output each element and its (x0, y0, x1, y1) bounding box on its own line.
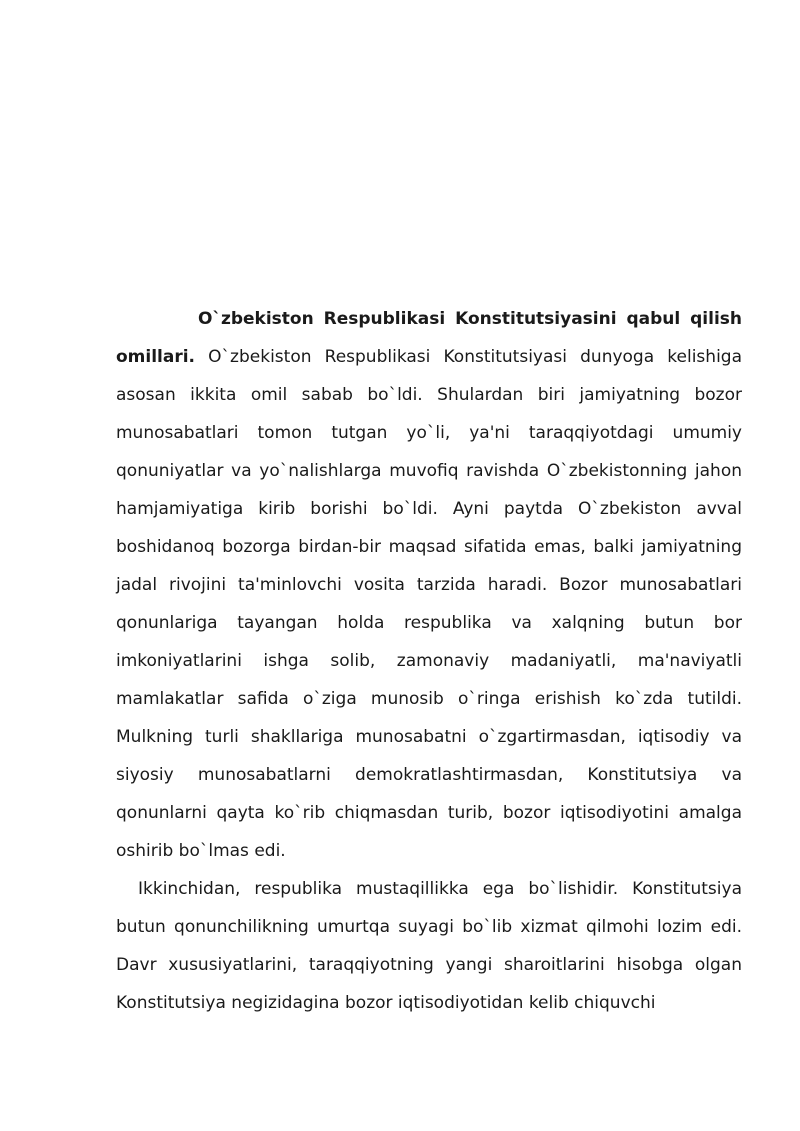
paragraph-1-heading: O`zbekiston Respublikasi Konstitutsiyasini qabul qilish omillari. (116, 309, 742, 367)
paragraph-2 (116, 870, 742, 1022)
paragraph-2-body: Ikkinchidan, respublika mustaqillikka ega bo`lishidir. Konstitutsiya butun qonunchilikning umurtqa suyagi bo`lib xizmat qilmohi lozim edi. Davr xususiyatlarini, taraqqiyotning yangi sharoitlarini hisobga olgan Konstitutsiya negizidagina bozor iqtisodiyotidan kelib chiquvchi (116, 879, 742, 1013)
paragraph-1 (116, 300, 742, 870)
paragraph-1-body: O`zbekiston Respublikasi Konstitutsiyasi dunyoga kelishiga asosan ikkita omil sabab bo`ldi. Shulardan biri jamiyatning bozor munosabatlari tomon tutgan yo`li, ya'ni taraqqiyotdagi umumiy qonuniyatlar va yo`nalishlarga muvofiq ravishda O`zbekistonning jahon hamjamiyatiga kirib borishi bo`ldi. Ayni paytda O`zbekiston avval boshidanoq bozorga birdan-bir maqsad sifatida emas, balki jamiyatning jadal rivojini ta'minlovchi vosita tarzida haradi. Bozor munosabatlari qonunlariga tayangan holda respublika va xalqning butun bor imkoniyatlarini ishga solib, zamonaviy madaniyatli, ma'naviyatli mamlakatlar safida o`ziga munosib o`ringa erishish ko`zda tutildi. Mulkning turli shakllariga munosabatni o`zgartirmasdan, iqtisodiy va siyosiy munosabatlarni demokratlashtirmasdan, Konstitutsiya va qonunlarni qayta ko`rib chiqmasdan turib, bozor iqtisodiyotini amalga oshirib bo`lmas edi. (116, 347, 742, 861)
text-block (116, 300, 742, 1022)
